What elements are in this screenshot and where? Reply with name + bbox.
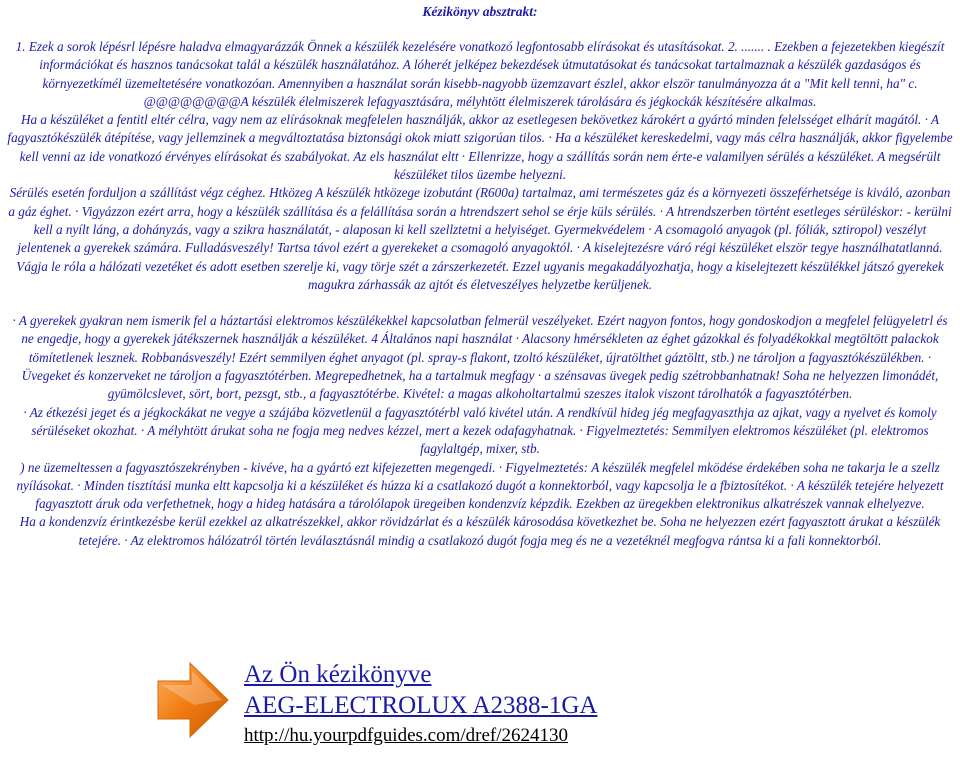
manual-model-link[interactable]: AEG-ELECTROLUX A2388-1GA: [244, 692, 598, 719]
paragraph-1: 1. Ezek a sorok lépésrl lépésre haladva elmagyarázzák Önnek a készülék kezelésére vonatkozó legfontosabb elírásokat és utasításokat. 2. ....... . Ezekben a fejezetekben kiegészít információkat és hasznos tanácsokat talál a készülék használatához. A lóherét jelképez bekezdések útmutatásokat és tanácsokat tartalmaznak a készülék gazdaságos és környezetkímél üzemeltetésére vonatkozóan. Amennyiben a használat során kisebb-nagyobb üzemzavart észlel, akkor elször tanulmányozza át a "Mit kell tenni, ha" c. @@@@@@@@A készülék élelmiszerek lefagyasztására, mélyhtött élelmiszerek tárolására és jégkockák készítésére alkalmas.: [15, 39, 945, 109]
page-title: Kézikönyv absztrakt:: [422, 4, 538, 19]
manual-links: [244, 659, 597, 749]
paragraph-5: · Az étkezési jeget és a jégkockákat ne vegye a szájába közvetlenül a fagyasztótérbl való kivétel után. A rendkívül hideg jég megfagyaszthja az ajkat, vagy a nyelvet és komoly sérüléseket okozhat. · A mélyhtött árukat soha ne fogja meg nedves kézzel, mert a kezek odafagyhatnak. · Figyelmeztetés: Semmilyen elektromos készüléket (pl. elektromos fagylaltgép, mixer, stb.: [23, 404, 937, 457]
orange-arrow-icon: [152, 655, 232, 745]
paragraph-6: ) ne üzemeltessen a fagyasztószekrényben - kivéve, ha a gyártó ezt kifejezetten megengedi. · Figyelmeztetés: A készülék megfelel mködése érdekében soha ne takarja le a szellz nyílásokat. · Minden tisztítási munka eltt kapcsolja ki a készüléket és húzza ki a csatlakozó dugót a konnektorból, vagy kapcsolja le a fbiztosítékot. · A készülék tetejére helyezett fagyasztott áruk oda verfethetnek, hogy a hideg hatására a tárolólapok üregeiben kondenzvíz képzdik. Ezekben az üregekben elektronikus alkatrészek vannak elhelyezve.: [16, 459, 944, 512]
manual-footer: [152, 655, 872, 755]
manual-title-link[interactable]: Az Ön kézikönyve: [244, 661, 432, 688]
manual-url-link[interactable]: http://hu.yourpdfguides.com/dref/2624130: [244, 725, 569, 746]
paragraph-3: Sérülés esetén forduljon a szállítást végz céghez. Htközeg A készülék htközege izobutánt (R600a) tartalmaz, ami természetes gáz és a környezeti összeférhetsége is kiváló, azonban a gáz éghet. · Vigyázzon ezért arra, hogy a készülék szállítása és a felállítása során a htrendszert sehol se érje küls sérülés. · A htrendszerben történt esetleges sérüléskor: - kerülni kell a nyílt láng, a dohányzás, vagy a szikra használatát, - alaposan ki kell szellztetni a helyiséget. Gyermekvédelem · A csomagoló anyagok (pl. fóliák, sztiropol) veszélyt jelentenek a gyerekek számára. Fulladásveszély! Tartsa távol ezért a gyerekeket a csomagoló anyagoktól. · A kiselejtezésre váró régi készüléket elször tegye használhatatlanná. Vágja le róla a hálózati vezetéket és adott esetben szerelje ki, vagy törje szét a zárszerkezetét. Ezzel ugyanis megakadályozhatja, hogy a kiselejtezett készülékkel játszó gyerekek magukra zárhassák az ajtót és életveszélyes helyzetbe kerüljenek.: [8, 185, 952, 292]
paragraph-gap: [6, 294, 954, 312]
paragraph-7: Ha a kondenzvíz érintkezésbe kerül ezekkel az alkatrészekkel, akkor rövidzárlat és a készülék károsodása következhet be. Soha ne helyezzen ezért fagyasztott árukat a készülék tetejére. · Az elektromos hálózatról történ leválasztásnál mindig a csatlakozó dugót fogja meg és ne a vezetéknél megfogva rántsa ki a fali konnektorból.: [19, 514, 941, 548]
abstract-text: [6, 38, 954, 550]
paragraph-2: Ha a készüléket a fentitl eltér célra, vagy nem az elírásoknak megfelelen használják, akkor az esetlegesen bekövetkez károkért a gyártó minden felelsséget elhárít magától. · A fagyasztókészülék átépítése, vagy jellemzinek a megváltoztatása biztonsági okok miatt szigorúan tilos. · Ha a készüléket kereskedelmi, vagy más célra használják, akkor figyelembe kell venni az ide vonatkozó érvényes elírásokat és szabályokat. Az els használat eltt · Ellenrizze, hogy a szállítás során nem érte-e valamilyen sérülés a készüléket. A megsérült készüléket tilos üzembe helyezni.: [7, 112, 953, 183]
paragraph-4: · A gyerekek gyakran nem ismerik fel a háztartási elektromos készülékekkel kapcsolatban felmerül veszélyeket. Ezért nagyon fontos, hogy gondoskodjon a megfelel felügyeletrl és ne engedje, hogy a gyerekek játékszernek használják a készüléket. 4 Általános napi használat · Alacsony hmérsékleten az éghet gázokkal és folyadékokkal megtöltött palackok tömítetlenek lesznek. Robbanásveszély! Ezért semmilyen éghet anyagot (pl. spray-s flakont, tzoltó készüléket, újratölthet gáztöltt, stb.) ne tároljon a fagyasztókészülékben. · Üvegeket és konzerveket ne tároljon a fagyasztótérben. Megrepedhetnek, ha a tartalmuk megfagy · a szénsavas üvegek pedig szétrobbanhatnak! Soha ne helyezzen limonádét, gyümölcslevet, sört, bort, pezsgt, stb., a fagyasztótérbe. Kivétel: a magas alkoholtartalmú szeszes italok viszont tárolhatók a fagyasztótérben.: [12, 313, 948, 402]
